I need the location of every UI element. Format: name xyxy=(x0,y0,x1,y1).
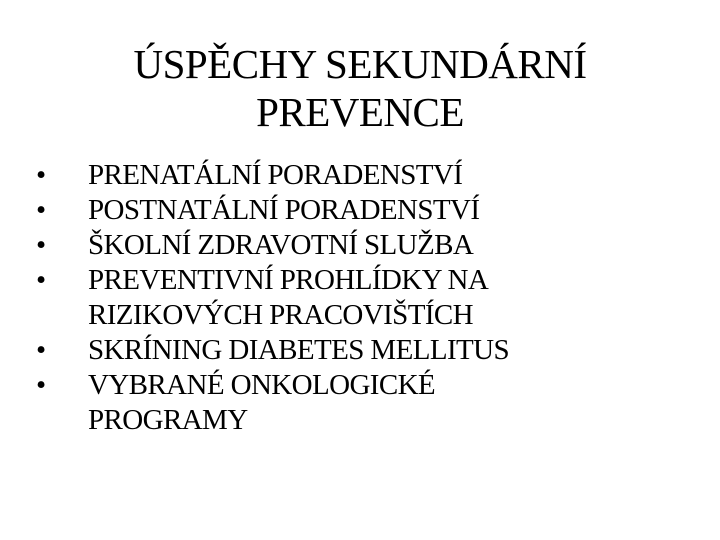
bullet-item-diabetes-screening xyxy=(36,333,696,368)
slide-title-line-2: PREVENCE xyxy=(256,89,464,135)
bullet-text-preventive-checkups-line-2: RIZIKOVÝCH PRACOVIŠTÍCH xyxy=(88,299,473,331)
bullet-text-oncology-programs-line-1: VYBRANÉ ONKOLOGICKÉ xyxy=(88,369,436,401)
slide-title-line-1: ÚSPĚCHY SEKUNDÁRNÍ xyxy=(133,41,587,87)
bullet-text-postnatal: POSTNATÁLNÍ PORADENSTVÍ xyxy=(88,194,480,226)
bullet-item-school-health xyxy=(36,228,696,263)
bullet-text-preventive-checkups-line-1: PREVENTIVNÍ PROHLÍDKY NA xyxy=(88,264,489,296)
bullet-text-school-health: ŠKOLNÍ ZDRAVOTNÍ SLUŽBA xyxy=(88,229,474,261)
bullet-dot-icon: • xyxy=(36,159,46,191)
bullet-text-oncology-programs-line-2: PROGRAMY xyxy=(88,404,248,436)
bullet-item-oncology-programs xyxy=(36,368,696,438)
bullet-list xyxy=(36,158,696,438)
bullet-item-preventive-checkups xyxy=(36,263,696,333)
bullet-dot-icon: • xyxy=(36,229,46,261)
bullet-item-prenatal xyxy=(36,158,696,193)
bullet-item-postnatal xyxy=(36,193,696,228)
slide-title xyxy=(0,40,720,136)
bullet-text-diabetes-screening: SKRÍNING DIABETES MELLITUS xyxy=(88,334,509,366)
bullet-dot-icon: • xyxy=(36,369,46,401)
bullet-dot-icon: • xyxy=(36,334,46,366)
bullet-dot-icon: • xyxy=(36,194,46,226)
bullet-dot-icon: • xyxy=(36,264,46,296)
bullet-text-prenatal: PRENATÁLNÍ PORADENSTVÍ xyxy=(88,159,463,191)
